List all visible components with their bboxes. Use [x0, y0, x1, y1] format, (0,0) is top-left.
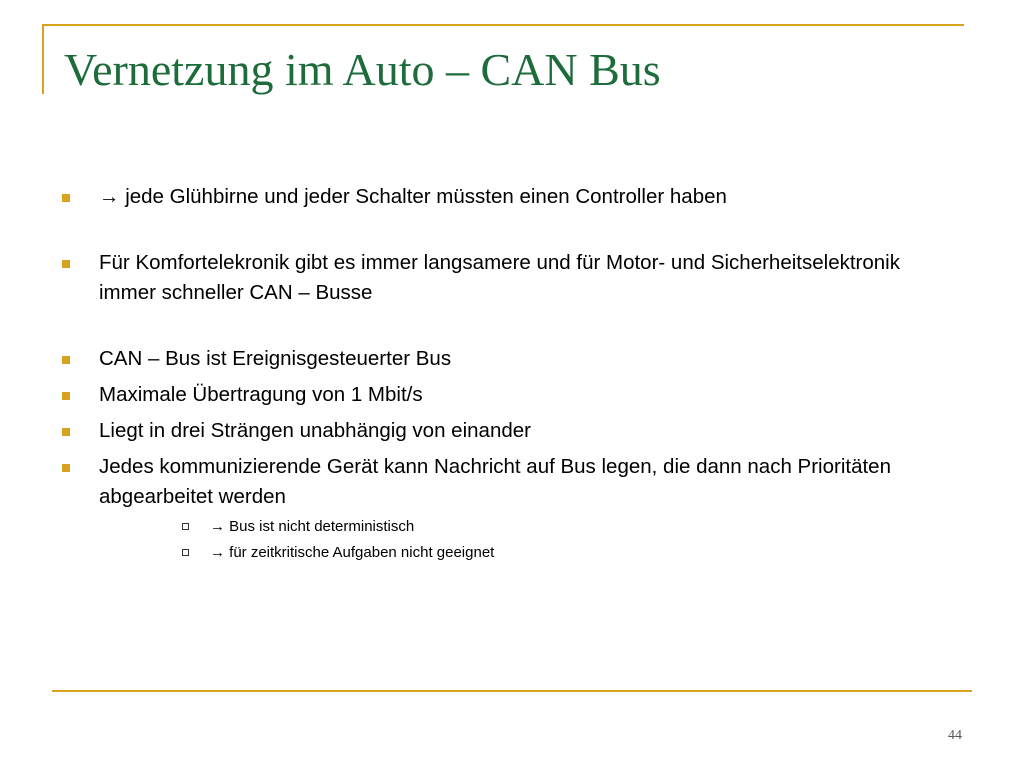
bullet-list: [62, 182, 942, 566]
bullet-text: CAN – Bus ist Ereignisgesteuerter Bus: [99, 347, 452, 370]
bullet-item: [62, 416, 942, 446]
frame-top-line: [42, 24, 964, 26]
bullet-text: Maximale Übertragung von 1 Mbit/s: [99, 383, 423, 406]
bullet-item: [62, 344, 942, 374]
bullet-item: [62, 182, 942, 212]
sub-bullet-text: → Bus ist nicht deterministisch: [210, 518, 415, 535]
bullet-text: Liegt in drei Strängen unabhängig von einander: [99, 419, 531, 442]
square-bullet-icon: [62, 428, 70, 436]
sub-bullet-item: [62, 514, 942, 540]
bullet-item: [62, 380, 942, 410]
sub-bullet-item: [62, 540, 942, 566]
slide-title: Vernetzung im Auto – CAN Bus: [64, 44, 661, 95]
bullet-text: Jedes kommunizierende Gerät kann Nachricht auf Bus legen, die dann nach Prioritäten abgearbeitet werden: [99, 455, 891, 508]
square-bullet-icon: [62, 260, 70, 268]
page-number: 44: [948, 728, 962, 743]
square-bullet-icon: [62, 194, 70, 202]
bullet-item: [62, 248, 942, 308]
sub-bullet-list: [62, 514, 942, 566]
square-bullet-icon: [62, 356, 70, 364]
frame-left-line: [42, 24, 44, 94]
hollow-square-bullet-icon: [182, 523, 189, 530]
bullet-text: → jede Glühbirne und jeder Schalter müssten einen Controller haben: [99, 185, 727, 208]
sub-bullet-text: → für zeitkritische Aufgaben nicht geeignet: [210, 544, 495, 561]
footer-line: [52, 690, 972, 692]
square-bullet-icon: [62, 464, 70, 472]
hollow-square-bullet-icon: [182, 549, 189, 556]
square-bullet-icon: [62, 392, 70, 400]
bullet-item: [62, 452, 942, 512]
bullet-text: Für Komfortelekronik gibt es immer langsamere und für Motor- und Sicherheitselektronik immer schneller CAN – Busse: [99, 251, 900, 304]
